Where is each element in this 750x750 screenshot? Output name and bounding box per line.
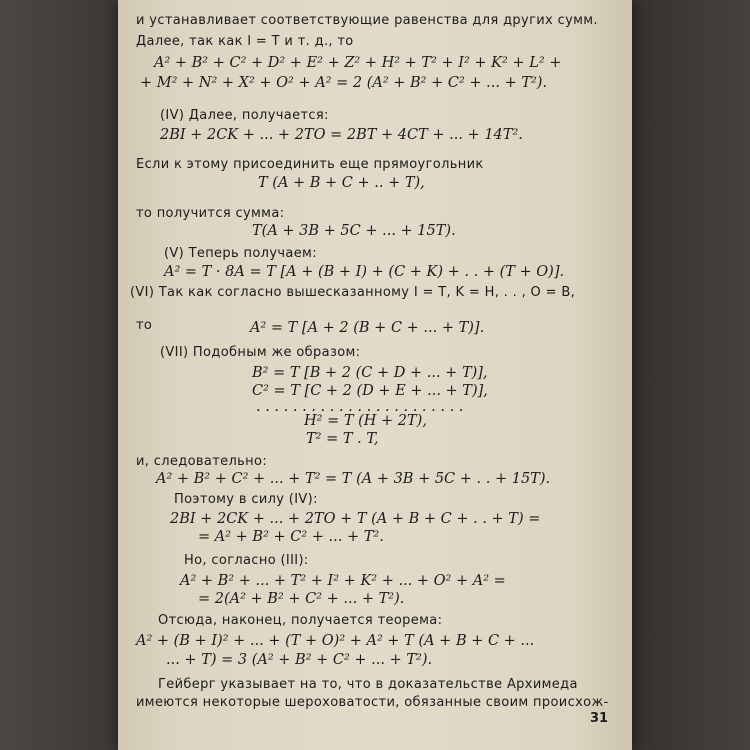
text-line: имеются некоторые шероховатости, обязанные своим происхож- <box>136 695 609 710</box>
formula-line: + M² + N² + X² + O² + A² = 2 (A² + B² + C² + ... + T²). <box>140 75 548 91</box>
formula-line: C² = T [C + 2 (D + E + ... + T)], <box>252 383 488 399</box>
formula-line: = A² + B² + C² + ... + T². <box>198 529 384 545</box>
text-line: и, следовательно: <box>136 454 268 469</box>
text-line: Гейберг указывает на то, что в доказательстве Архимеда <box>158 677 578 692</box>
formula-line: A² = T · 8A = T [A + (B + I) + (C + K) + . . + (T + O)]. <box>164 264 565 280</box>
text-line: Поэтому в силу (IV): <box>174 492 318 507</box>
text-line: то получится сумма: <box>136 206 285 221</box>
text-line: Отсюда, наконец, получается теорема: <box>158 613 443 628</box>
formula-line: = 2(A² + B² + C² + ... + T²). <box>198 591 405 607</box>
formula-line: A² = T [A + 2 (B + C + ... + T)]. <box>250 320 485 336</box>
text-line: (IV) Далее, получается: <box>160 108 329 123</box>
text-line: (V) Теперь получаем: <box>164 246 317 261</box>
formula-line: T² = T . T, <box>306 431 379 447</box>
text-line: Если к этому присоединить еще прямоугольник <box>136 157 484 172</box>
background-left <box>0 0 118 750</box>
text-line: (VII) Подобным же образом: <box>160 345 361 360</box>
formula-line: A² + B² + C² + D² + E² + Z² + H² + T² + I² + K² + L² + <box>154 55 562 71</box>
formula-line: A² + B² + C² + ... + T² = T (A + 3B + 5C + . . + 15T). <box>156 471 551 487</box>
text-line: и устанавливает соответствующие равенства для других сумм. <box>136 13 598 28</box>
formula-line: T (A + B + C + .. + T), <box>258 175 425 191</box>
ellipsis-line: . . . . . . . . . . . . . . . . . . . . . . . <box>256 399 464 415</box>
text-line: (VI) Так как согласно вышесказанному I = T, K = H, . . , O = B, <box>130 285 576 300</box>
book-page <box>118 0 632 750</box>
formula-line: 2BI + 2CK + ... + 2TO + T (A + B + C + . . + T) = <box>170 511 541 527</box>
formula-line: A² + B² + ... + T² + I² + K² + ... + O² + A² = <box>180 573 506 589</box>
background-right <box>632 0 750 750</box>
text-line: то <box>136 318 153 333</box>
formula-line: A² + (B + I)² + ... + (T + O)² + A² + T (A + B + C + ... <box>136 633 535 649</box>
page-number: 31 <box>590 711 609 726</box>
formula-line: T(A + 3B + 5C + ... + 15T). <box>252 223 456 239</box>
text-line: Но, согласно (III): <box>184 553 309 568</box>
formula-line: 2BI + 2CK + ... + 2TO = 2BT + 4CT + ... + 14T². <box>160 127 523 143</box>
text-line: Далее, так как I = T и т. д., то <box>136 34 354 49</box>
formula-line: ... + T) = 3 (A² + B² + C² + ... + T²). <box>166 652 433 668</box>
formula-line: B² = T [B + 2 (C + D + ... + T)], <box>252 365 488 381</box>
formula-line: H² = T (H + 2T), <box>304 413 427 429</box>
